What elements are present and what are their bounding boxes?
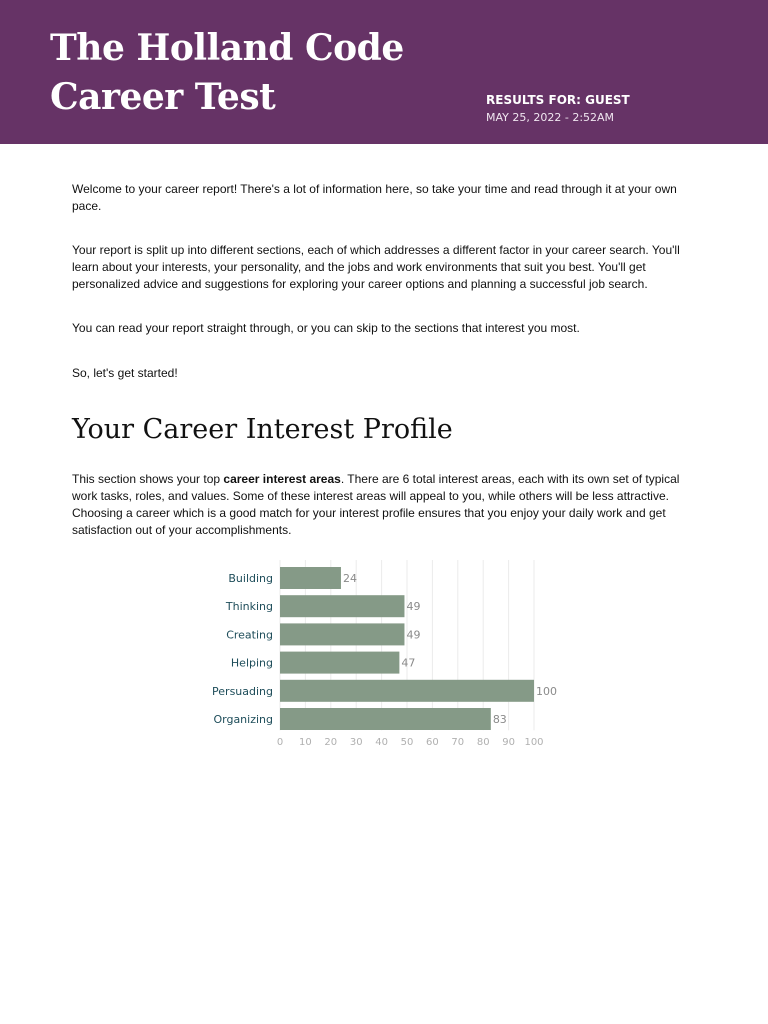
x-tick-label-9: 90 [502, 737, 515, 749]
bar-creating [280, 623, 404, 645]
bar-organizing [280, 708, 491, 730]
value-label-persuading: 100 [536, 684, 557, 698]
x-tick-label-3: 30 [349, 737, 363, 749]
section-intro-text-2: . There are 6 total interest areas, each with its own set of typical work tasks, roles, and values. Some of these interest areas will appeal to you, while others will be less attractive. Choosing a career which is a good match for your interest profile ensures that you enjoy your daily work and get satisfaction out of your accomplishments. [72, 472, 680, 537]
category-label-thinking: Thinking [225, 600, 273, 614]
x-tick-label-5: 50 [400, 737, 414, 749]
x-tick-label-1: 10 [299, 737, 312, 749]
report-title-line-2: Career Test [50, 76, 276, 118]
x-tick-label-2: 20 [324, 737, 338, 749]
category-label-persuading: Persuading [212, 684, 273, 698]
bar-persuading [280, 680, 534, 702]
category-label-building: Building [228, 572, 273, 585]
section-intro-text-1: This section shows your top [72, 472, 224, 486]
interest-bar-chart [200, 560, 560, 760]
category-label-creating: Creating [226, 628, 273, 642]
interest-bar-chart-svg [200, 560, 560, 755]
intro-text [72, 181, 704, 382]
intro-paragraph-2: Your report is split up into different sections, each of which addresses a different factor in your career search. You'll learn about your interests, your personality, and the jobs and work environments that suit you best. You'll get personalized advice and suggestions for exploring your career options and planning a successful job search. [72, 243, 680, 291]
results-info [486, 92, 630, 126]
report-header [0, 0, 768, 144]
intro-paragraph-3: You can read your report straight through, or you can skip to the sections that interest you most. [72, 321, 580, 335]
bar-helping [280, 652, 399, 674]
results-for-label: RESULTS FOR: GUEST [486, 93, 630, 107]
value-label-thinking: 49 [406, 600, 421, 614]
section-intro-bold: career interest areas [223, 472, 341, 486]
category-label-organizing: Organizing [213, 713, 273, 726]
report-title [50, 24, 404, 122]
bar-building [280, 567, 341, 589]
x-tick-label-4: 40 [375, 737, 388, 749]
intro-paragraph-4: So, let's get started! [72, 366, 178, 380]
value-label-creating: 49 [406, 628, 421, 642]
x-tick-label-10: 100 [524, 737, 544, 749]
x-tick-label-6: 60 [426, 737, 439, 749]
value-label-helping: 47 [401, 656, 416, 670]
category-label-helping: Helping [230, 656, 273, 670]
bar-thinking [280, 595, 404, 617]
x-tick-label-7: 70 [451, 737, 465, 749]
value-label-building: 24 [342, 572, 357, 585]
x-tick-label-0: 0 [276, 737, 284, 749]
report-title-line-1: The Holland Code [50, 27, 404, 69]
value-label-organizing: 83 [492, 713, 507, 726]
section-intro [72, 471, 708, 539]
section-title: Your Career Interest Profile [72, 414, 453, 445]
intro-paragraph-1: Welcome to your career report! There's a lot of information here, so take your time and read through it at your own pace. [72, 182, 677, 213]
results-date: MAY 25, 2022 - 2:52AM [486, 111, 615, 124]
x-tick-label-8: 80 [476, 737, 490, 749]
